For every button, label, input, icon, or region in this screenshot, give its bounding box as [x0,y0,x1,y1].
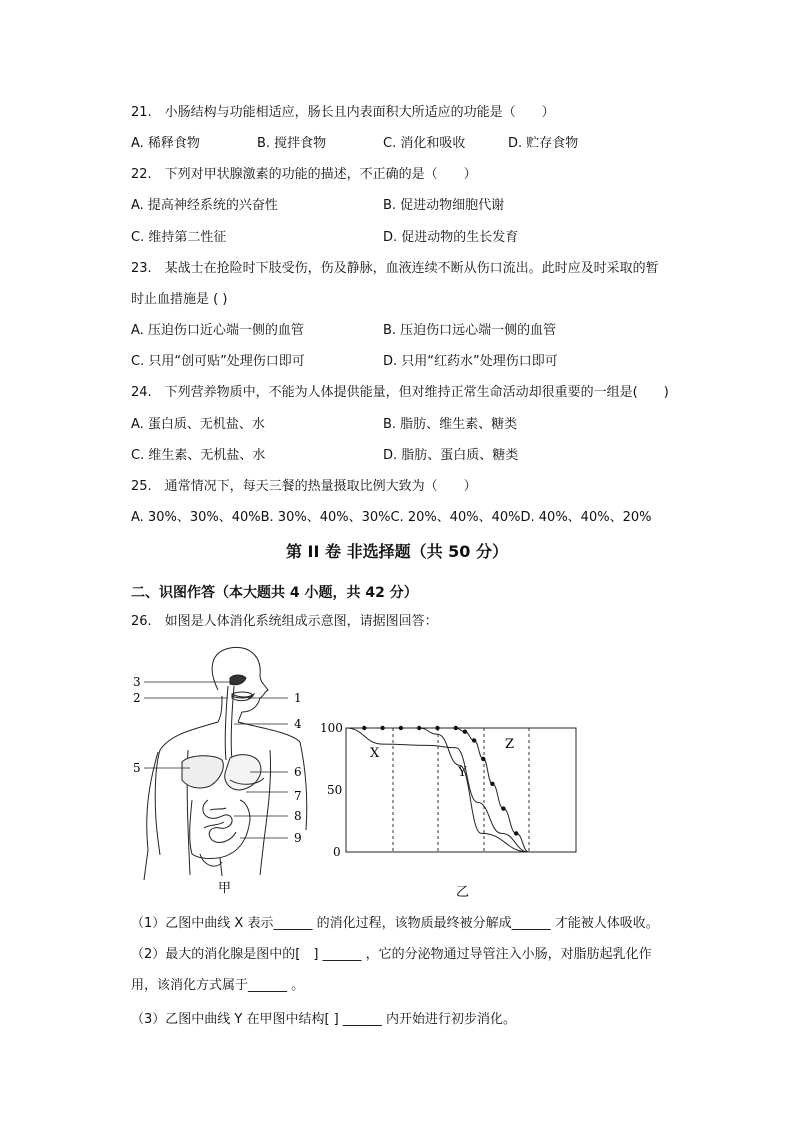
label-3: 3 [133,675,141,689]
head-outline [212,647,268,722]
neck-back [218,696,222,722]
q24-option-a: A. 蛋白质、无机盐、水 [131,417,265,432]
q26-figure [130,640,600,900]
q25-stem: 25. 通常情况下，每天三餐的热量摄取比例大致为（ ） [131,479,477,494]
series-z-point [380,726,384,730]
torso-right-side [260,750,271,875]
q26-sub1: （1）乙图中曲线 X 表示______ 的消化过程，该物质最终被分解成______ 才能被人体吸收。 [131,916,659,931]
label-7: 7 [294,789,302,803]
label-9: 9 [294,831,302,845]
label-4: 4 [294,717,302,731]
q22-stem: 22. 下列对甲状腺激素的功能的描述，不正确的是（ ） [131,167,477,182]
series-z-point [514,831,518,835]
y-tick-100: 100 [320,721,343,735]
series-z-point [472,738,476,742]
appendix-rectum [200,854,222,876]
esophagus [225,686,234,760]
q22-option-d: D. 促进动物的生长发育 [383,230,519,245]
q23-option-b: B. 压迫伤口远心端一侧的血管 [383,323,557,338]
q23-option-a: A. 压迫伤口近心端一侧的血管 [131,323,304,338]
small-intestine [203,800,236,842]
series-z-point [362,726,366,730]
label-2: 2 [133,691,141,705]
q23-stem-line2: 时止血措施是 ( ) [131,292,228,307]
series-x-label: X [370,746,380,761]
digestion-chart [320,721,576,859]
label-8: 8 [294,809,302,823]
q22-option-b: B. 促进动物细胞代谢 [383,198,505,213]
section-2-title: 第 II 卷 非选择题（共 50 分） [285,542,509,561]
liver [182,756,223,788]
y-tick-0: 0 [333,845,341,859]
q22-option-a: A. 提高神经系统的兴奋性 [131,198,278,213]
label-1: 1 [294,691,302,705]
q26-sub2-line1: （2）最大的消化腺是图中的[ ] ______ ，它的分泌物通过导管注入小肠，对脂肪起乳化作 [131,947,652,962]
series-z-points [362,726,518,836]
torso-right [238,722,300,742]
series-z-point [399,726,403,730]
figure-svg [130,640,600,900]
caption-jia: 甲 [218,881,232,896]
q22-option-c: C. 维持第二性征 [131,230,227,245]
oral-cavity [230,675,246,685]
q25-options: A. 30%、30%、40%B. 30%、40%、30%C. 20%、40%、40%D. 40%、40%、20% [131,510,652,525]
series-z-point [501,806,505,810]
chart-frame [346,728,576,852]
q23-option-d: D. 只用“红药水”处理伤口即可 [383,354,558,369]
q21-option-c: C. 消化和吸收 [383,136,466,151]
series-z-point [454,726,458,730]
q21-option-a: A. 稀释食物 [131,136,200,151]
q26-stem: 26. 如图是人体消化系统组成示意图，请据图回答： [131,614,438,629]
q21-stem: 21. 小肠结构与功能相适应，肠长且内表面积大所适应的功能是（ ） [131,105,555,120]
series-z-label: Z [505,737,515,752]
label-6: 6 [294,765,302,779]
q26-sub2-line2: 用，该消化方式属于______ 。 [131,978,305,993]
q24-option-b: B. 脂肪、维生素、糖类 [383,417,518,432]
y-tick-50: 50 [327,783,343,797]
series-z-point [463,730,467,734]
q23-stem-line1: 23. 某战士在抢险时下肢受伤，伤及静脉，血液连续不断从伤口流出。此时应及时采取的暂 [131,261,659,276]
q24-option-c: C. 维生素、无机盐、水 [131,448,266,463]
series-z-point [417,726,421,730]
torso-left [155,722,218,855]
q23-option-c: C. 只用“创可贴”处理伤口即可 [131,354,305,369]
q26-sub3: （3）乙图中曲线 Y 在甲图中结构[ ] ______ 内开始进行初步消化。 [131,1012,517,1027]
part-2-title: 二、识图作答（本大题共 4 小题，共 42 分） [131,585,418,601]
q24-stem: 24. 下列营养物质中，不能为人体提供能量，但对维持正常生命活动却很重要的一组是( ) [131,385,669,400]
series-y-label: Y [458,765,467,780]
q21-option-d: D. 贮存食物 [508,136,579,151]
series-z-point [490,782,494,786]
series-z-point [435,726,439,730]
q24-option-d: D. 脂肪、蛋白质、糖类 [383,448,519,463]
label-5: 5 [133,761,141,775]
series-z-point [481,757,485,761]
q21-option-b: B. 搅拌食物 [257,136,327,151]
caption-yi: 乙 [456,885,470,900]
